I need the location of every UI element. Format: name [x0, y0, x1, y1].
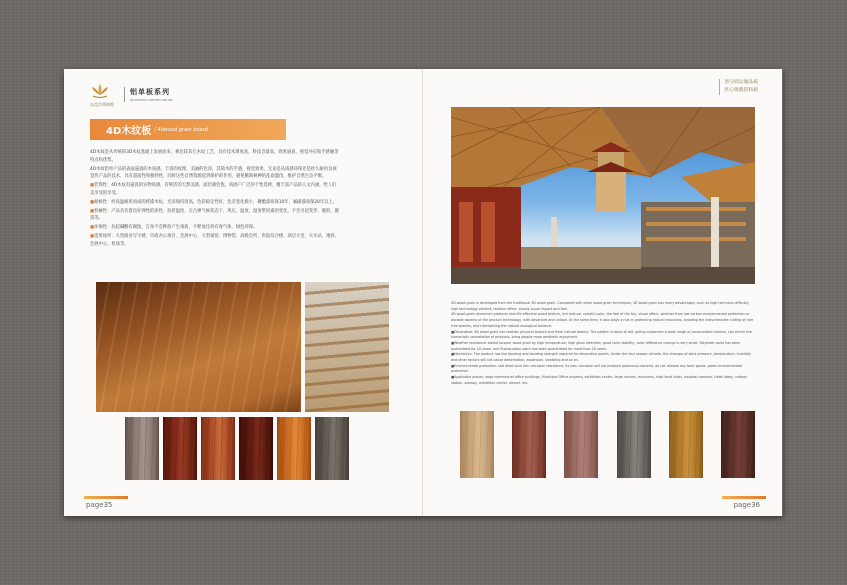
wood-swatch [564, 411, 598, 478]
tagline-line: 匠心铸就铝和质 [724, 88, 758, 93]
banner-subtitle: / 4dwood grain board [154, 126, 208, 133]
tagline-line: 坚守而运通品质 [724, 80, 758, 85]
feature-item [90, 233, 340, 249]
bullet-icon: ■ [90, 208, 95, 214]
wood-swatch [721, 411, 755, 478]
feature-item [90, 199, 340, 207]
banner-title: 4D木纹板 [106, 126, 152, 137]
series-heading [124, 87, 173, 102]
wood-swatch [315, 417, 349, 480]
wood-swatch [163, 417, 197, 480]
page-right [423, 69, 782, 516]
section-banner [90, 119, 286, 140]
brand-name: 东莞市华纳斯 [90, 102, 114, 107]
page-left [64, 69, 423, 516]
wood-ceiling-photo [96, 282, 301, 412]
wood-swatch [617, 411, 651, 478]
wood-swatch [460, 411, 494, 478]
feature-text: 装饰性：4D木纹有逼真的实物质感，有鲜活的天然美感，面层颜色饱，质感户广泛的个性选择，精丰富产品的人文内涵，给人们美享受的享受。 [90, 183, 337, 196]
brochure-spread [64, 69, 783, 516]
bullet-icon: ■ [90, 183, 95, 189]
feature-item [90, 224, 340, 232]
wood-swatch [669, 411, 703, 478]
atrium-railing-photo [305, 282, 389, 412]
architecture-illustration [451, 107, 755, 284]
wood-swatch-row-right [451, 411, 755, 478]
brand-block [90, 81, 173, 107]
tagline [719, 79, 758, 95]
en-paragraph: ■Decorative: 4D wood grain has realistic physical texture and fresh natural beauty. The pattern is done at will, giving customers a wide range of personalized choices, can enrich the humanistic connotation of products, bring people more aesthetic enjoyment. [451, 329, 752, 340]
cn-paragraph: 4D木纹铝单产品的表面逼真的木质感，丰富的纹理，美丽的色泽，其简木的手感，视觉效果，无论是从质感环保还是经久耐用及视觉传产品的技术，具有超前性和独特性，同时这些自然资源起到保护的作用，避免稀缺树种的乱砍滥伐，维护自然生态平衡。 [90, 166, 337, 180]
wood-swatch [239, 417, 273, 480]
bullet-icon: ■ [90, 199, 95, 205]
wood-swatch [512, 411, 546, 478]
series-title: 铝单板系列 [130, 87, 170, 96]
en-paragraph: 4D wood grain is developed from the traditional 3D wood grain. Compared with other wood grain techniques, 4D wood grain has many advantages, such as high technical difficulty, high technology content, realistic effect, strong visual impact and feel. [451, 301, 750, 311]
feature-item [90, 208, 340, 224]
feature-text: 机械性：产品具有着良好弹性的涂性，抗折温度，在凸弹气候状态下，风压、温度、湿度带因素的变化，不会引起变形、脱胶、脱落等。 [90, 208, 339, 222]
cn-paragraph: 4D木纹是从传统的3D木纹基础上发展而来，相比较其它木纹工艺，具有技术难度高，科技含量高，效果逼真，视觉冲击和手感触等特点和优势。 [90, 150, 339, 163]
page-number: page35 [86, 501, 113, 509]
feature-text: 适用场所：大型商业写字楼、市政办公项目、会展中心、大型场馆、博物馆、高级会所、医院综合楼、酒店大堂、火车站、地铁、会展中心、机场等。 [90, 233, 339, 247]
lotus-logo-icon [90, 81, 110, 101]
chinese-description [90, 149, 340, 250]
feature-text: 耐候性：经高温耐用而成的烤漆木纹，光泽保持度高，色彩稳定性好，色差变化极小，聚酯漆质保10年，氟碳漆质保20年以上。 [94, 199, 338, 205]
page-number: page36 [733, 501, 760, 509]
en-paragraph: ■Mechanics: The product has the bending and bending strength required for decorative panels. Under the four season climate, the changes of wind pressure, temperature, humidity and other factors will not cause deformation, expansion, shedding and so on. [451, 352, 752, 363]
feature-text: 环保性：抗起碱酸有腐蚀，自身不会释放产生毒质，不释放任何有毒气体，绿色环保。 [94, 225, 258, 231]
feature-item [90, 182, 340, 198]
wood-swatch [201, 417, 235, 480]
logo [90, 81, 114, 107]
en-paragraph: ■Applicable places: large commercial office buildings, Municipal Office projects, exhibition center, large venues, museums, high-level clubs, hospital complex, Hotel lobby, railway station, subway, exhibition center, airport, etc. [451, 375, 748, 385]
bullet-icon: ■ [90, 233, 95, 239]
en-paragraph: ■Environmental protection: salt alkali acid rain corrosion resistance, its own corrosion will not produce poisonous bacteria, do not release any toxic gases, green environmental protection. [451, 363, 743, 374]
wood-swatch [277, 417, 311, 480]
en-paragraph: ■Weather resistance: baked lacquer wood grain by high temperature, high gloss retention, good color stability, color difference change is very small. Polyester paint has been guaranteed for 10 years, and fluorocarbon paint has been guaranteed for more than 20 years. [451, 340, 741, 351]
bullet-icon: ■ [90, 225, 95, 231]
page-number-bar [84, 496, 128, 499]
page-number-bar [722, 496, 766, 499]
wood-swatch [125, 417, 159, 480]
architecture-photo [451, 107, 755, 284]
en-paragraph: 4D wood grain aluminum products real-life effective wood texture, rich texture, colorful color, the feel of the toy, visual effect, whether from low carbon environmental protection or durable aspects of the product technology, with advanced and unique. At the same time, it also plays a role in protecting natural resources, avoiding the indiscriminate cutting of rare tree species, and maintaining the natural ecological balance. [451, 312, 754, 328]
wood-swatch-row-left [125, 417, 349, 480]
english-description [451, 301, 755, 387]
series-subtitle: Aluminum veneer series [130, 97, 173, 102]
